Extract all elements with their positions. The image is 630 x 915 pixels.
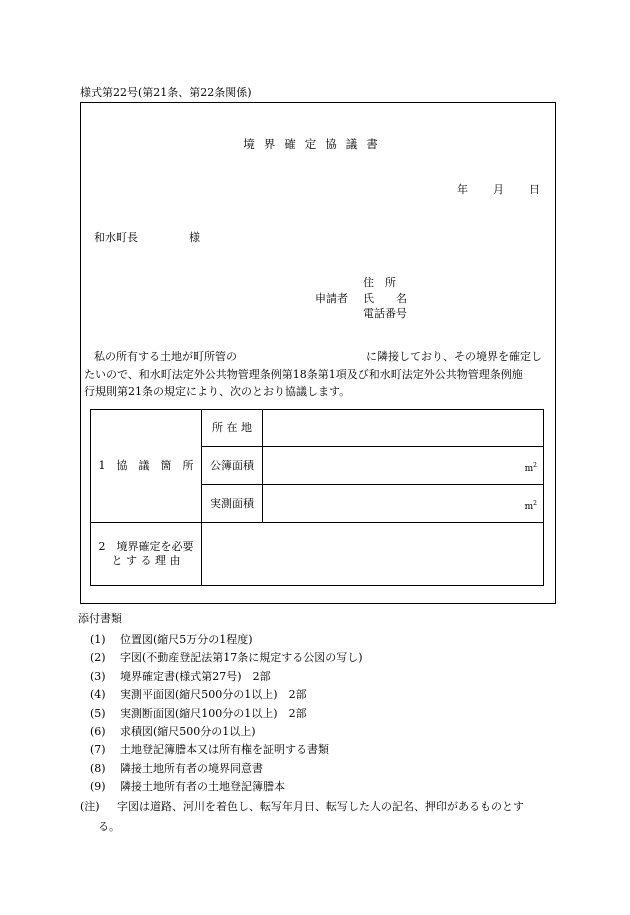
- applicant-address-label: 住 所: [363, 276, 396, 289]
- measured-area-field[interactable]: [263, 485, 544, 523]
- note-line2: る。: [98, 820, 120, 833]
- applicant-phone-label: 電話番号: [363, 307, 407, 320]
- attachment-number: (9): [90, 780, 106, 794]
- consultation-table: [90, 409, 544, 586]
- attachment-number: (2): [90, 651, 106, 665]
- addressee-honorific: 様: [189, 231, 200, 244]
- reason-field[interactable]: [202, 523, 544, 586]
- attachment-item: [90, 633, 253, 647]
- applicant-label: 申請者: [315, 292, 348, 305]
- note-line1: 字図は道路、河川を着色し、転写年月日、転写した人の記名、押印があるものとす: [117, 800, 524, 813]
- date-day[interactable]: 日: [529, 183, 540, 196]
- applicant-name-label: 氏 名: [363, 292, 407, 305]
- attachment-item: [90, 651, 363, 665]
- body-line1-prefix: 私の所有する土地が町所管の: [94, 350, 237, 363]
- measured-area-unit: $m^2$: [524, 500, 537, 512]
- attachment-number: (4): [90, 688, 106, 702]
- attachment-item: [90, 762, 263, 776]
- attachments-heading: 添付書類: [78, 612, 122, 625]
- attachment-item: [90, 688, 307, 702]
- attachment-text: 隣接土地所有者の境界同意書: [120, 761, 263, 775]
- body-line1-suffix: に隣接しており、その境界を確定し: [366, 350, 542, 363]
- body-line3: 行規則第21条の規定により、次のとおり協議します。: [84, 385, 351, 398]
- section2-label: [91, 523, 202, 586]
- note-label: (注): [80, 800, 100, 813]
- attachment-text: 字図(不動産登記法第17条に規定する公図の写し): [120, 651, 363, 665]
- attachment-text: 求積図(縮尺500分の1以上): [120, 725, 256, 738]
- attachment-text: 境界確定書(様式第27号) 2部: [120, 669, 271, 683]
- attachment-item: [90, 670, 271, 684]
- measured-area-label: 実測面積: [202, 485, 263, 523]
- location-field[interactable]: [263, 410, 544, 447]
- addressee-name: 和水町長: [94, 231, 138, 244]
- attachment-item: [90, 743, 329, 757]
- attachment-text: 実測断面図(縮尺100分の1以上) 2部: [120, 706, 307, 720]
- registry-area-field[interactable]: [263, 447, 544, 485]
- registry-area-label: 公簿面積: [202, 447, 263, 485]
- attachment-item: [90, 707, 307, 721]
- form-label: 様式第22号(第21条、第22条関係): [80, 86, 252, 99]
- attachment-number: (1): [90, 633, 106, 646]
- location-label: 所 在 地: [202, 410, 263, 447]
- attachment-text: 位置図(縮尺5万分の1程度): [120, 633, 253, 646]
- date-year[interactable]: 年: [457, 183, 468, 196]
- attachment-item: [90, 780, 285, 794]
- attachment-text: 隣接土地所有者の土地登記簿謄本: [120, 780, 285, 794]
- registry-area-unit: $m^2$: [524, 462, 537, 474]
- attachment-number: (6): [90, 725, 106, 738]
- date-month[interactable]: 月: [493, 183, 504, 196]
- section2-label-line2: と す る 理 由: [111, 554, 181, 567]
- attachment-number: (7): [90, 743, 106, 757]
- body-line2: たいので、和水町法定外公共物管理条例第18条第1項及び和水町法定外公共物管理条例施: [84, 368, 523, 381]
- attachment-number: (5): [90, 706, 106, 720]
- attachment-item: [90, 725, 256, 739]
- attachment-text: 土地登記簿謄本又は所有権を証明する書類: [120, 743, 329, 757]
- section2-label-line1: 2 境界確定を必要: [98, 540, 194, 553]
- attachment-number: (3): [90, 669, 106, 683]
- attachment-number: (8): [90, 761, 106, 775]
- section1-label: 1 協 議 箇 所: [91, 410, 202, 523]
- attachment-text: 実測平面図(縮尺500分の1以上) 2部: [120, 688, 307, 702]
- document-title: 境界確定協議書: [243, 137, 387, 151]
